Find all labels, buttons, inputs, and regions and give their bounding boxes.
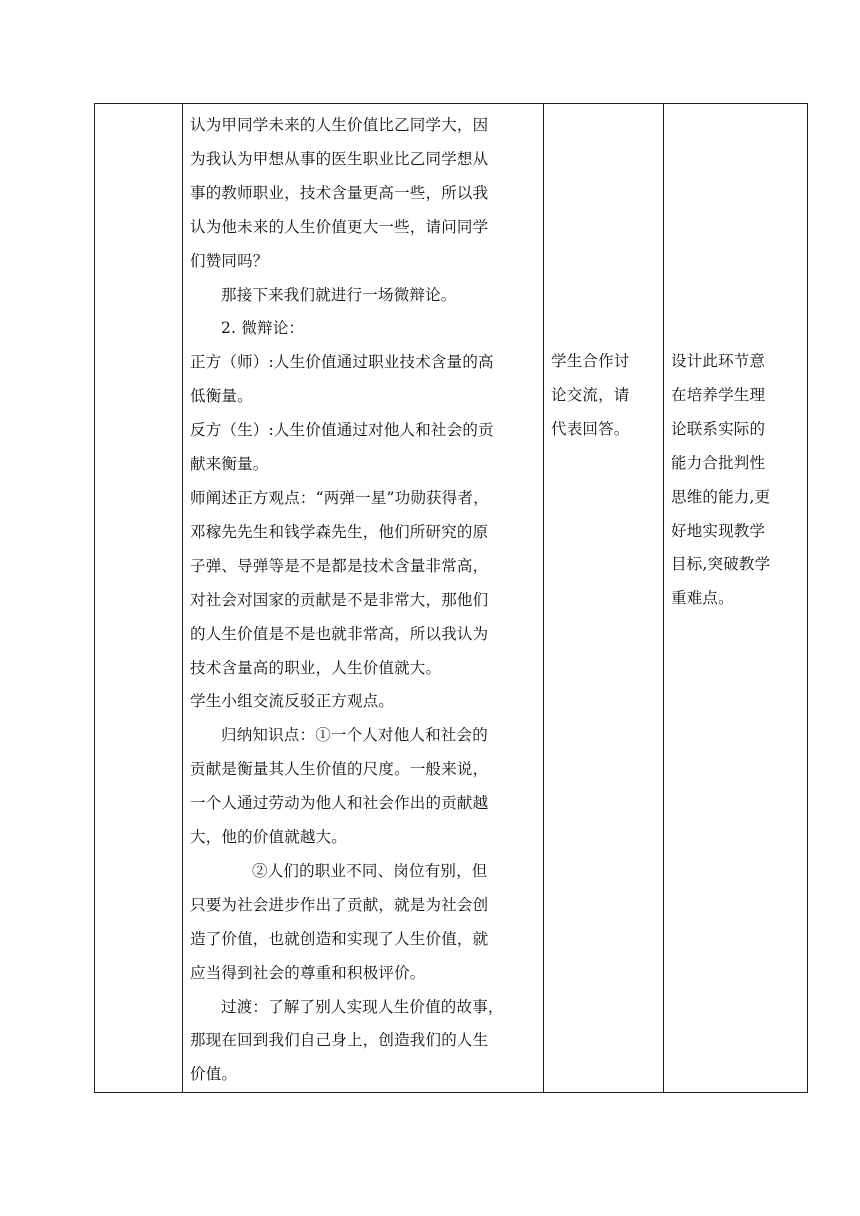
process-line: 造了价值，也就创造和实现了人生价值，就: [190, 929, 489, 948]
process-line: 们赞同吗？: [190, 251, 269, 270]
process-line: 低衡量。: [190, 387, 253, 406]
process-line: 学生小组交流反驳正方观点。: [190, 692, 395, 711]
design-intent-line: 论联系实际的: [671, 419, 766, 438]
process-line: 的人生价值是不是也就非常高，所以我认为: [190, 624, 489, 643]
process-line: 认为甲同学未来的人生价值比乙同学大，因: [190, 116, 489, 134]
design-intent-line: 好地实现教学: [671, 521, 766, 540]
lesson-plan-table: [94, 103, 808, 1093]
process-line: ②人们的职业不同、岗位有别，但: [252, 861, 488, 880]
process-line: 事的教师职业，技术含量更高一些，所以我: [190, 183, 489, 202]
process-line: 价值。: [190, 1065, 238, 1084]
process-line: 对社会对国家的贡献是不是非常大，那他们: [190, 590, 489, 609]
process-line: 邓稼先先生和钱学森先生，他们所研究的原: [190, 522, 489, 541]
process-line: 技术含量高的职业，人生价值就大。: [190, 658, 442, 677]
design-intent-line: 能力合批判性: [671, 453, 766, 472]
student-activity-cell: [544, 104, 664, 1093]
section-heading: 2. 微辩论：: [221, 319, 305, 338]
process-line: 献来衡量。: [190, 455, 269, 474]
process-line: 应当得到社会的尊重和积极评价。: [190, 963, 426, 982]
process-line: 贡献是衡量其人生价值的尺度。一般来说，: [190, 760, 489, 779]
process-line: 认为他未来的人生价值更大一些，请问同学: [190, 217, 489, 236]
process-line: 师阐述正方观点：“两弹一星”功勋获得者，: [190, 488, 489, 507]
design-intent-line: 在培养学生理: [671, 385, 766, 404]
process-line: 归纳知识点：①一个人对他人和社会的: [221, 726, 488, 745]
design-intent-line: 重难点。: [671, 589, 734, 608]
process-line: 一个人通过劳动为他人和社会作出的贡献越: [190, 794, 489, 813]
design-intent-line: 目标,突破教学: [671, 555, 771, 574]
process-line: 那现在回到我们自己身上，创造我们的人生: [190, 1031, 489, 1050]
process-line: 大，他的价值就越大。: [190, 828, 348, 847]
student-activity-line: 代表回答。: [551, 419, 630, 438]
student-activity-line: 学生合作讨: [551, 352, 630, 370]
process-line: 为我认为甲想从事的医生职业比乙同学想从: [190, 149, 489, 168]
teaching-process-cell: [183, 104, 544, 1093]
process-line: 子弹、导弹等是不是都是技术含量非常高，: [190, 556, 489, 575]
process-line: 正方（师）:人生价值通过职业技术含量的高: [190, 353, 494, 372]
process-line: 过渡：了解了别人实现人生价值的故事，: [221, 997, 504, 1016]
student-activity-line: 论交流，请: [551, 385, 630, 404]
design-intent-line: 设计此环节意: [671, 352, 766, 370]
design-intent-cell: [664, 104, 808, 1093]
process-line: 反方（生）:人生价值通过对他人和社会的贡: [190, 421, 494, 440]
design-intent-line: 思维的能力,更: [671, 487, 771, 506]
process-line: 那接下来我们就进行一场微辩论。: [221, 285, 457, 304]
table-row: [95, 104, 808, 1093]
stage-cell: [95, 104, 183, 1093]
process-line: 只要为社会进步作出了贡献，就是为社会创: [190, 895, 489, 914]
